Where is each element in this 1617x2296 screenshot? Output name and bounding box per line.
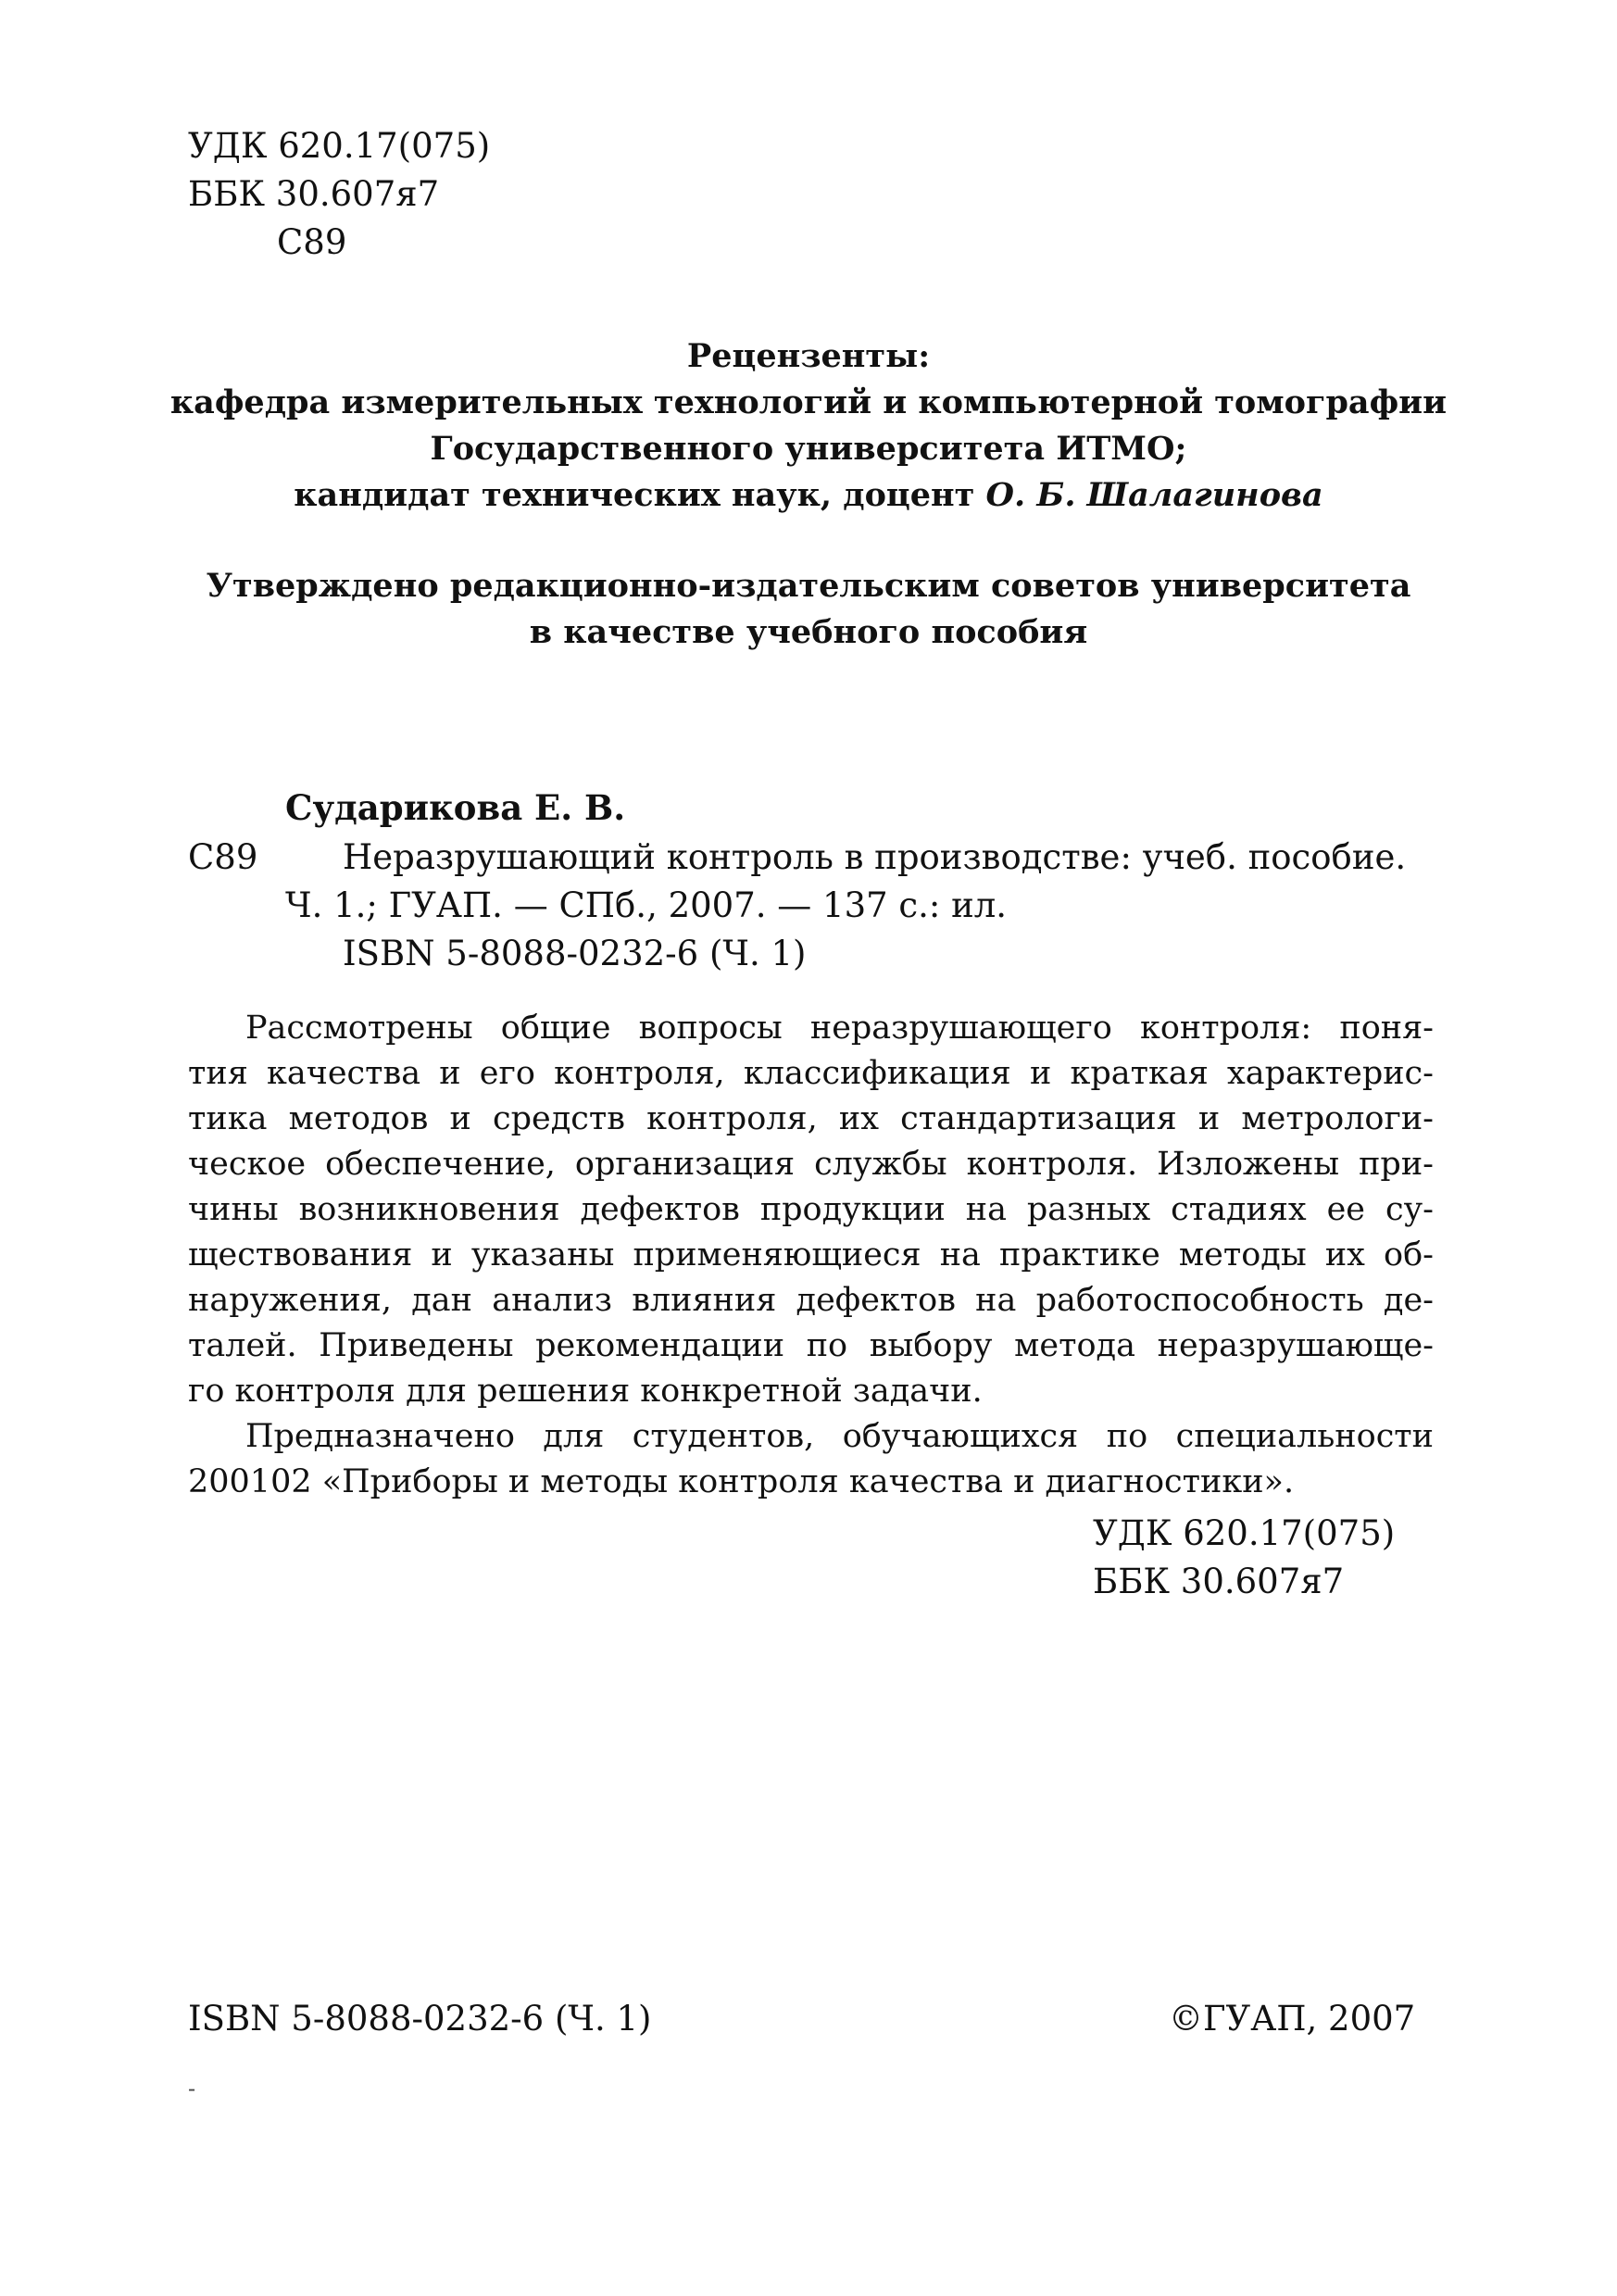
abstract-line: ществования и указаны применяющиеся на практике методы их об- xyxy=(188,1236,1434,1273)
abstract xyxy=(188,1006,1434,1505)
footer-copyright: ©ГУАП, 2007 xyxy=(1169,1999,1416,2039)
reviewer-university: Государственного университета ИТМО; xyxy=(430,430,1187,468)
footer-isbn: ISBN 5-8088-0232-6 (Ч. 1) xyxy=(188,1999,652,2039)
record-title: Неразрушающий контроль в производстве: учеб. пособие. xyxy=(343,837,1407,877)
record-cutter-code: С89 xyxy=(188,837,258,877)
author-name: Сударикова Е. В. xyxy=(285,787,626,828)
reviewer-department: кафедра измерительных технологий и компьютерной томографии xyxy=(169,383,1448,421)
abstract-line: ческое обеспечение, организация службы контроля. Изложены при- xyxy=(188,1146,1434,1183)
audience-line-2: 200102 «Приборы и методы контроля качества и диагностики». xyxy=(188,1463,1295,1500)
reviewer-name: О. Б. Шалагинова xyxy=(985,476,1323,514)
udk-code: УДК 620.17(075) xyxy=(188,126,491,166)
record-isbn: ISBN 5-8088-0232-6 (Ч. 1) xyxy=(343,934,807,973)
abstract-line: го контроля для решения конкретной задачи. xyxy=(188,1373,983,1410)
abstract-line: чины возникновения дефектов продукции на разных стадиях ее су- xyxy=(188,1191,1434,1228)
reviewers-heading: Рецензенты: xyxy=(686,337,931,375)
bbk-code: ББК 30.607я7 xyxy=(188,174,440,214)
bbk-code-bottom: ББК 30.607я7 xyxy=(1093,1562,1345,1601)
classification-top xyxy=(188,122,490,267)
approval-line-2: в качестве учебного пособия xyxy=(529,613,1088,651)
approval-line-1: Утверждено редакционно-издательским советов университета xyxy=(206,567,1411,605)
reviewer-person xyxy=(0,472,1617,519)
approval-block xyxy=(0,563,1617,656)
audience-line-1: Предназначено для студентов, обучающихся по специальности xyxy=(245,1418,1434,1455)
cutter-code: С89 xyxy=(277,222,347,262)
abstract-line: тия качества и его контроля, классификация и краткая характерис- xyxy=(188,1055,1434,1092)
record-publication: Ч. 1.; ГУАП. — СПб., 2007. — 137 с.: ил. xyxy=(285,885,1008,925)
abstract-line: Рассмотрены общие вопросы неразрушающего контроля: поня- xyxy=(245,1010,1434,1047)
bibliographic-record xyxy=(285,834,1434,978)
classification-bottom xyxy=(1093,1510,1395,1606)
abstract-line: наружения, дан анализ влияния дефектов на работоспособность де- xyxy=(188,1282,1434,1319)
abstract-line: талей. Приведены рекомендации по выбору метода неразрушающе- xyxy=(188,1327,1434,1364)
udk-code-bottom: УДК 620.17(075) xyxy=(1093,1513,1396,1553)
reviewers-block xyxy=(0,333,1617,519)
abstract-line: тика методов и средств контроля, их стандартизация и метрологи- xyxy=(188,1100,1434,1137)
reviewer-title: кандидат технических наук, доцент xyxy=(294,476,986,514)
footer-mark: - xyxy=(188,2076,196,2102)
